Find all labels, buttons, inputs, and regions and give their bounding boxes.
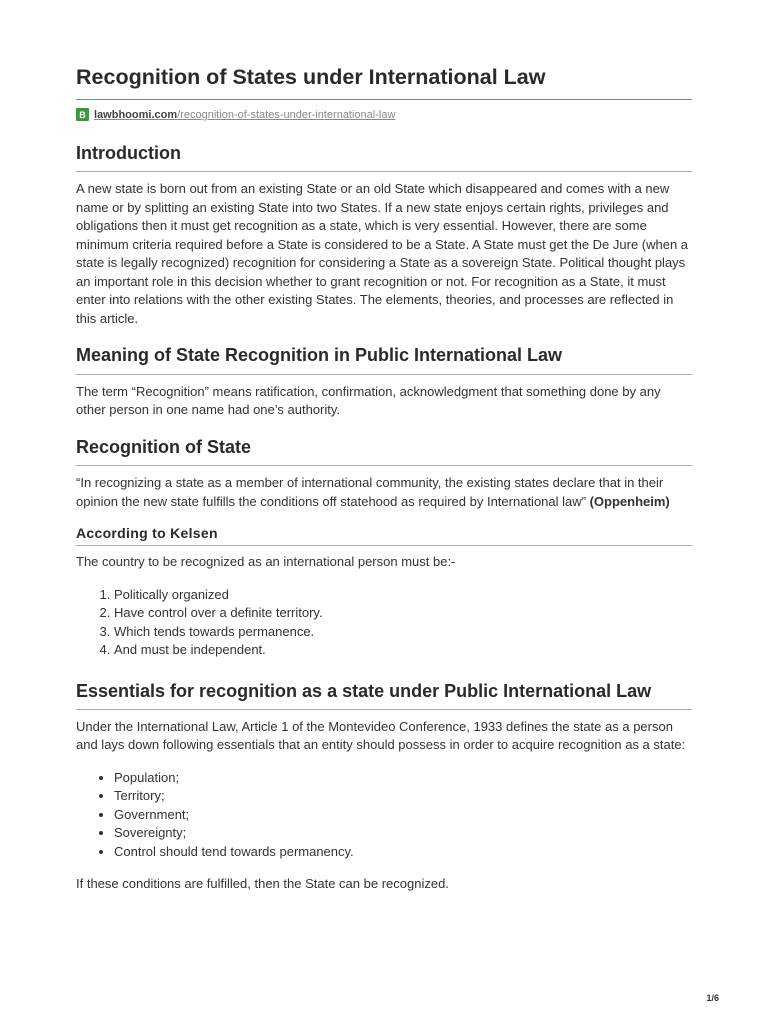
meaning-text: The term “Recognition” means ratification, confirmation, acknowledgment that something done by any other person in one name had one’s authority. <box>76 383 661 418</box>
heading-recognition: Recognition of State <box>76 436 692 466</box>
recognition-quote <box>76 474 692 511</box>
section-essentials <box>76 680 692 894</box>
site-favicon-icon: B <box>76 108 89 121</box>
kelsen-intro: The country to be recognized as an international person must be:- <box>76 554 456 570</box>
section-meaning <box>76 344 692 419</box>
heading-essentials: Essentials for recognition as a state under Public International Law <box>76 680 692 710</box>
essentials-text: Under the International Law, Article 1 of the Montevideo Conference, 1933 defines the state as a person and lays down following essentials that an entity should possess in order to acquire recognition as a state: <box>76 718 686 753</box>
page-title: Recognition of States under International Law <box>76 64 692 100</box>
page-number: 1/6 <box>706 993 719 1003</box>
list-item: 3. Which tends towards permanence. <box>114 623 692 642</box>
source-path: /recognition-of-states-under-international-law <box>177 108 396 121</box>
section-introduction <box>76 142 692 328</box>
source-link[interactable] <box>94 109 395 121</box>
source-domain: lawbhoomi.com <box>94 108 178 121</box>
list-item: • Territory; <box>114 787 692 806</box>
list-item: 1. Politically organized <box>114 586 692 605</box>
heading-kelsen: According to Kelsen <box>76 525 692 546</box>
source-line <box>76 106 692 124</box>
list-item: 2. Have control over a definite territory. <box>114 604 692 623</box>
section-recognition <box>76 436 692 511</box>
document-page <box>76 64 692 894</box>
quote-text: “In recognizing a state as a member of international community, the existing states declare that in their opinion the new state fulfills the conditions off statehood as required by International law” <box>76 475 664 509</box>
essentials-list <box>76 769 692 862</box>
quote-attribution: (Oppenheim) <box>589 493 670 509</box>
kelsen-list <box>76 586 692 660</box>
list-item: • Government; <box>114 806 692 825</box>
list-item: • Population; <box>114 769 692 788</box>
essentials-closing: If these conditions are fulfilled, then the State can be recognized. <box>76 876 449 892</box>
introduction-text: A new state is born out from an existing State or an old State which disappeared and comes with a new name or by splitting an existing State into two States. If a new state enjoys certain rights, privileges and obligations then it must get recognition as a state, which is very essential. However, there are some minimum criteria required before a State is considered to be a State. A State must get the De Jure (when a state is legally recognized) recognition for considering a State as a sovereign State. Political thought plays an important role in this decision whether to grant recognition or not. For recognition as a State, it must enter into relations with the other existing States. The elements, theories, and processes are reflected in this article. <box>76 181 689 326</box>
section-kelsen <box>76 525 692 660</box>
list-item: • Sovereignty; <box>114 824 692 843</box>
heading-meaning: Meaning of State Recognition in Public International Law <box>76 344 692 374</box>
list-item: 4. And must be independent. <box>114 641 692 660</box>
heading-introduction: Introduction <box>76 142 692 172</box>
list-item: • Control should tend towards permanency. <box>114 843 692 862</box>
